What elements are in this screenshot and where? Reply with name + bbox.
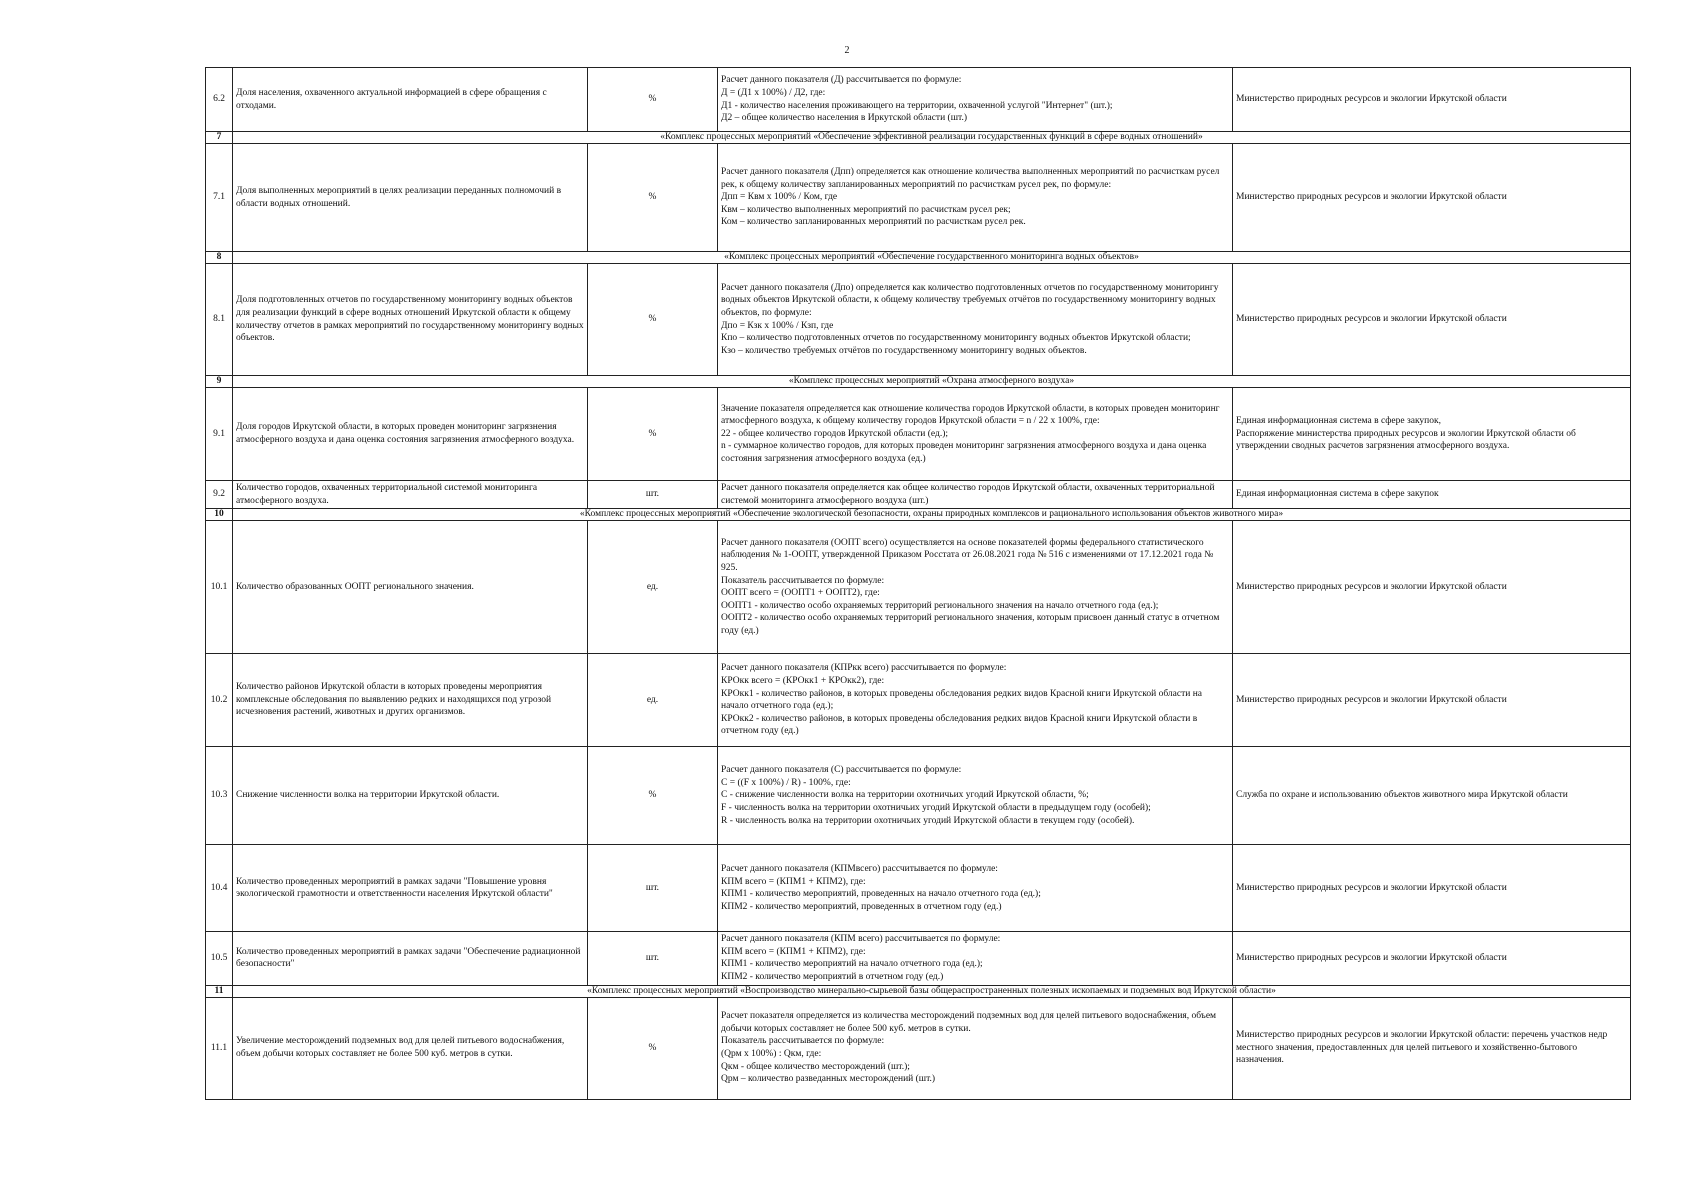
indicator-formula: Расчет данного показателя (Дпо) определяется как количество подготовленных отчетов по государственному мониторингу водных объектов Иркутской области, к общему количеству требуемых отчётов по государственному мониторингу водных объектов, по формуле: Дпо = Кзк x 100% / Кзп, где Кпо – количество подготовленных отчетов по государственному мониторингу водных объектов Иркутской области; Кзо – количество требуемых отчётов по государственному мониторингу водных объектов. (718, 264, 1233, 376)
section-row (206, 376, 1631, 388)
indicator-unit: % (588, 747, 718, 845)
section-title: «Комплекс процессных мероприятий «Воспроизводство минерально-сырьевой базы общераспространенных полезных ископаемых и подземных вод Иркутской области» (233, 985, 1631, 997)
indicator-formula: Расчет показателя определяется из количества месторождений подземных вод для целей питьевого водоснабжения, объем добычи которых составляет не более 500 куб. метров в сутки. Показатель рассчитывается по формуле: (Qрм x 100%) : Qкм, где: Qкм - общее количество месторождений (шт.); Qрм – количество разведанных месторождений (шт.) (718, 997, 1233, 1099)
indicator-row (206, 997, 1631, 1099)
indicator-source: Единая информационная система в сфере закупок, Распоряжение министерства природных ресурсов и экологии Иркутской области об утверждении сводных расчетов загрязнения атмосферного воздуха. (1233, 388, 1631, 481)
section-number: 7 (206, 132, 233, 144)
indicator-name: Количество районов Иркутской области в которых проведены мероприятия комплексные обследования по выявлению редких и находящихся под угрозой исчезновения растений, животных и других организмов. (233, 654, 588, 747)
indicator-name: Количество проведенных мероприятий в рамках задачи "Повышение уровня экологической грамотности и ответственности населения Иркутской области" (233, 845, 588, 932)
indicator-source: Министерство природных ресурсов и экологии Иркутской области (1233, 654, 1631, 747)
indicator-formula: Расчет данного показателя (КПМ всего) рассчитывается по формуле: КПМ всего = (КПМ1 + КПМ2), где: КПМ1 - количество мероприятий на начало отчетного года (ед.); КПМ2 - количество мероприятий в отчетном году (ед.) (718, 932, 1233, 985)
indicators-table-body (206, 68, 1631, 1100)
indicator-unit: ед. (588, 521, 718, 654)
indicator-source: Министерство природных ресурсов и экологии Иркутской области (1233, 68, 1631, 132)
page-number: 2 (844, 45, 850, 56)
indicator-row (206, 388, 1631, 481)
indicator-name: Доля населения, охваченного актуальной информацией в сфере обращения с отходами. (233, 68, 588, 132)
indicator-number: 10.2 (206, 654, 233, 747)
indicator-unit: шт. (588, 481, 718, 509)
indicator-formula: Расчет данного показателя (Дпп) определяется как отношение количества выполненных мероприятий по расчисткам русел рек, к общему количеству запланированных мероприятий по расчисткам русел рек, по формуле: Дпп = Квм x 100% / Ком, где Квм – количество выполненных мероприятий по расчисткам русел рек; Ком – количество запланированных мероприятий по расчисткам русел рек. (718, 144, 1233, 252)
indicator-number: 8.1 (206, 264, 233, 376)
indicator-row (206, 68, 1631, 132)
indicator-source: Министерство природных ресурсов и экологии Иркутской области (1233, 521, 1631, 654)
indicator-row (206, 932, 1631, 985)
indicator-source: Министерство природных ресурсов и экологии Иркутской области: перечень участков недр местного значения, предоставленных для целей питьевого и хозяйственно-бытового назначения. (1233, 997, 1631, 1099)
section-number: 8 (206, 252, 233, 264)
indicator-row (206, 264, 1631, 376)
indicator-name: Количество проведенных мероприятий в рамках задачи "Обеспечение радиационной безопасности" (233, 932, 588, 985)
indicator-name: Увеличение месторождений подземных вод для целей питьевого водоснабжения, объем добычи которых составляет не более 500 куб. метров в сутки. (233, 997, 588, 1099)
indicator-formula: Расчет данного показателя (КПМвсего) рассчитывается по формуле: КПМ всего = (КПМ1 + КПМ2), где: КПМ1 - количество мероприятий, проведенных на начало отчетного года (ед.); КПМ2 - количество мероприятий, проведенных в отчетном году (ед.) (718, 845, 1233, 932)
indicator-source: Служба по охране и использованию объектов животного мира Иркутской области (1233, 747, 1631, 845)
indicator-unit: % (588, 388, 718, 481)
indicator-formula: Расчет данного показателя (КПРкк всего) рассчитывается по формуле: КРОкк всего = (КРОкк1 + КРОкк2), где: КРОкк1 - количество районов, в которых проведены обследования редких видов Красной книги Иркутской области на начало отчетного года (ед.); КРОкк2 - количество районов, в которых проведены обследования редких видов Красной книги Иркутской области в отчетном году (ед.) (718, 654, 1233, 747)
indicator-unit: ед. (588, 654, 718, 747)
indicator-number: 9.2 (206, 481, 233, 509)
indicator-source: Министерство природных ресурсов и экологии Иркутской области (1233, 932, 1631, 985)
indicator-number: 10.4 (206, 845, 233, 932)
indicator-row (206, 521, 1631, 654)
section-title: «Комплекс процессных мероприятий «Обеспечение эффективной реализации государственных функций в сфере водных отношений» (233, 132, 1631, 144)
section-title: «Комплекс процессных мероприятий «Обеспечение экологической безопасности, охраны природных комплексов и рационального использования объектов животного мира» (233, 509, 1631, 521)
indicator-unit: % (588, 264, 718, 376)
indicator-row (206, 144, 1631, 252)
section-number: 10 (206, 509, 233, 521)
indicator-name: Доля выполненных мероприятий в целях реализации переданных полномочий в области водных отношений. (233, 144, 588, 252)
section-title: «Комплекс процессных мероприятий «Охрана атмосферного воздуха» (233, 376, 1631, 388)
indicator-name: Доля подготовленных отчетов по государственному мониторингу водных объектов для реализации функций в сфере водных отношений Иркутской области к общему количеству отчетов в рамках мероприятий по государственному мониторингу водных объектов. (233, 264, 588, 376)
indicator-name: Количество образованных ООПТ регионального значения. (233, 521, 588, 654)
indicator-name: Снижение численности волка на территории Иркутской области. (233, 747, 588, 845)
indicator-row (206, 747, 1631, 845)
indicator-number: 10.5 (206, 932, 233, 985)
section-row (206, 985, 1631, 997)
section-row (206, 509, 1631, 521)
section-number: 11 (206, 985, 233, 997)
indicator-unit: шт. (588, 932, 718, 985)
indicator-unit: % (588, 997, 718, 1099)
indicator-source: Единая информационная система в сфере закупок (1233, 481, 1631, 509)
indicator-source: Министерство природных ресурсов и экологии Иркутской области (1233, 144, 1631, 252)
indicator-number: 6.2 (206, 68, 233, 132)
section-row (206, 132, 1631, 144)
indicator-formula: Значение показателя определяется как отношение количества городов Иркутской области, в которых проведен мониторинг атмосферного воздуха, к общему количеству городов Иркутской области = n / 22 x 100%, где: 22 - общее количество городов Иркутской области (ед.); n - суммарное количество городов, для которых проведен мониторинг загрязнения атмосферного воздуха и дана оценка состояния загрязнения атмосферного воздуха (ед.) (718, 388, 1233, 481)
indicator-number: 10.3 (206, 747, 233, 845)
indicator-name: Количество городов, охваченных территориальной системой мониторинга атмосферного воздуха. (233, 481, 588, 509)
indicator-row (206, 845, 1631, 932)
indicator-number: 9.1 (206, 388, 233, 481)
indicator-formula: Расчет данного показателя (ООПТ всего) осуществляется на основе показателей формы федерального статистического наблюдения № 1-ООПТ, утвержденной Приказом Росстата от 26.08.2021 года № 516 с изменениями от 17.12.2021 года № 925. Показатель рассчитывается по формуле: ООПТ всего = (ООПТ1 + ООПТ2), где: ООПТ1 - количество особо охраняемых территорий регионального значения на начало отчетного года (ед.); ООПТ2 - количество особо охраняемых территорий регионального значения, которым присвоен данный статус в отчетном году (ед.) (718, 521, 1233, 654)
indicator-formula: Расчет данного показателя определяется как общее количество городов Иркутской области, охваченных территориальной системой мониторинга атмосферного воздуха (шт.) (718, 481, 1233, 509)
indicator-number: 10.1 (206, 521, 233, 654)
section-title: «Комплекс процессных мероприятий «Обеспечение государственного мониторинга водных объектов» (233, 252, 1631, 264)
indicator-number: 11.1 (206, 997, 233, 1099)
indicator-source: Министерство природных ресурсов и экологии Иркутской области (1233, 264, 1631, 376)
indicator-number: 7.1 (206, 144, 233, 252)
section-number: 9 (206, 376, 233, 388)
indicator-unit: % (588, 68, 718, 132)
section-row (206, 252, 1631, 264)
indicator-row (206, 654, 1631, 747)
indicator-formula: Расчет данного показателя (Д) рассчитывается по формуле: Д = (Д1 x 100%) / Д2, где: Д1 - количество населения проживающего на территории, охваченной услугой "Интернет" (шт.); Д2 – общее количество населения в Иркутской области (шт.) (718, 68, 1233, 132)
indicator-source: Министерство природных ресурсов и экологии Иркутской области (1233, 845, 1631, 932)
indicator-row (206, 481, 1631, 509)
indicator-unit: шт. (588, 845, 718, 932)
indicator-unit: % (588, 144, 718, 252)
indicator-formula: Расчет данного показателя (С) рассчитывается по формуле: С = ((F x 100%) / R) - 100%, где: С - снижение численности волка на территории охотничьих угодий Иркутской области, %; F - численность волка на территории охотничьих угодий Иркутской области в предыдущем году (особей); R - численность волка на территории охотничьих угодий Иркутской области в текущем году (особей). (718, 747, 1233, 845)
indicators-table (205, 67, 1631, 1100)
indicator-name: Доля городов Иркутской области, в которых проведен мониторинг загрязнения атмосферного воздуха и дана оценка состояния загрязнения атмосферного воздуха. (233, 388, 588, 481)
